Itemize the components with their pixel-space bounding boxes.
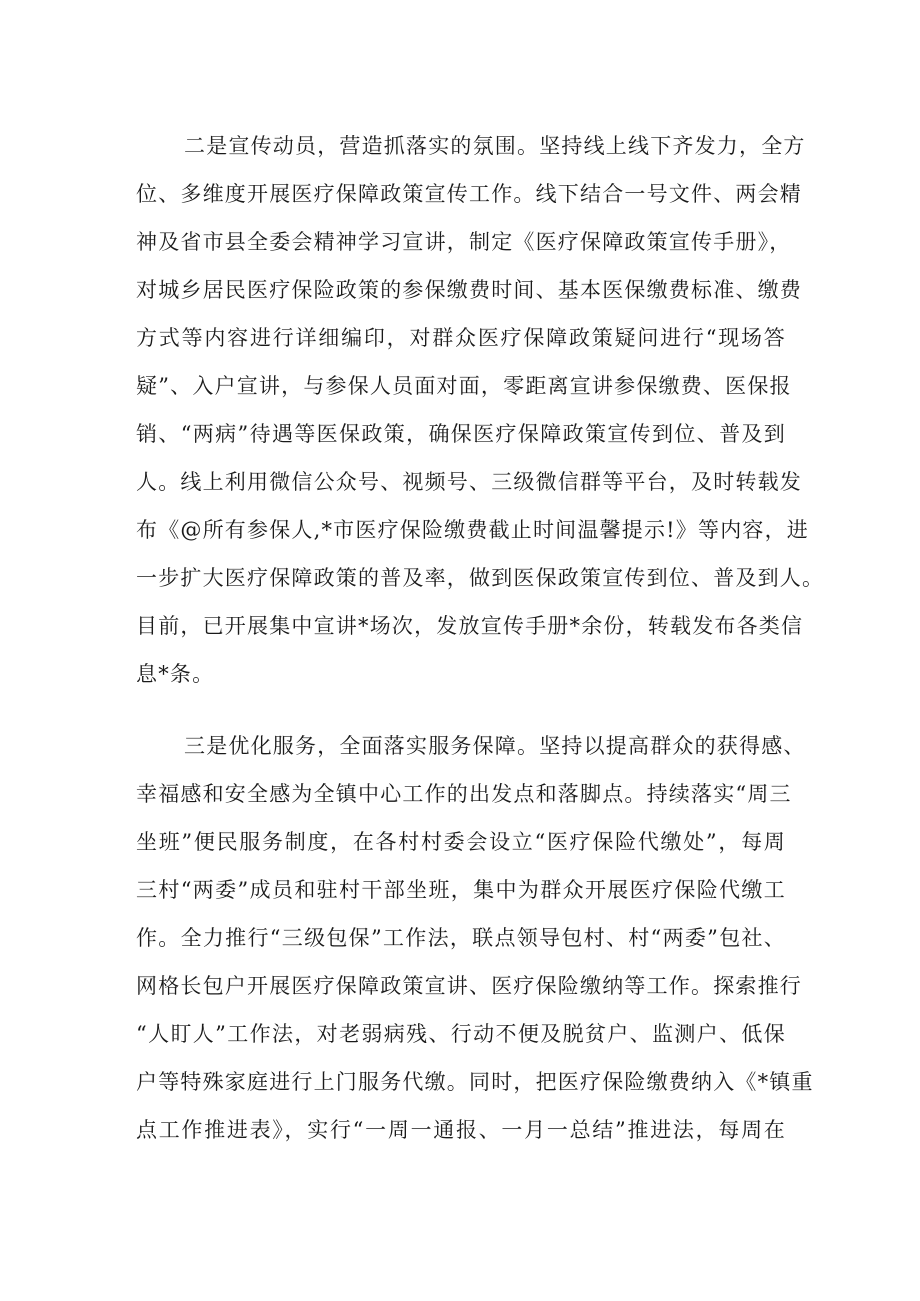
paragraph-line: 人。线上利用微信公众号、视频号、三级微信群等平台，及时转载发: [136, 470, 802, 494]
paragraph-line: 三村“两委”成员和驻村干部坐班，集中为群众开展医疗保险代缴工: [136, 878, 786, 902]
paragraph-line: 目前，已开展集中宣讲*场次，发放宣传手册*余份，转载发布各类信: [136, 614, 804, 638]
paragraph-line: 幸福感和安全感为全镇中心工作的出发点和落脚点。持续落实“周三: [136, 782, 792, 806]
paragraph-line: 一步扩大医疗保障政策的普及率，做到医保政策宣传到位、普及到人。: [136, 566, 825, 590]
paragraph-line: 点工作推进表》，实行“一周一通报、一月一总结”推进法，每周在: [136, 1118, 786, 1142]
paragraph-line: 对城乡居民医疗保险政策的参保缴费时间、基本医保缴费标准、缴费: [136, 278, 802, 302]
paragraph-line: 息*条。: [136, 662, 215, 686]
paragraph-line: 布《@所有参保人,*市医疗保险缴费截止时间温馨提示!》等内容，进: [136, 518, 810, 542]
paragraph-service: [136, 722, 814, 1154]
paragraph-line: 三是优化服务，全面落实服务保障。坚持以提高群众的获得感、: [184, 734, 806, 758]
paragraph-line: 疑”、入户宣讲，与参保人员面对面，零距离宣讲参保缴费、医保报: [136, 374, 792, 398]
paragraph-line: 坐班”便民服务制度，在各村村委会设立“医疗保险代缴处”，每周: [136, 830, 786, 854]
paragraph-publicity: [136, 122, 825, 698]
paragraph-line: “人盯人”工作法，对老弱病残、行动不便及脱贫户、监测户、低保: [136, 1022, 786, 1046]
paragraph-line: 网格长包户开展医疗保障政策宣讲、医疗保险缴纳等工作。探索推行: [136, 974, 802, 998]
paragraph-line: 户等特殊家庭进行上门服务代缴。同时，把医疗保险缴费纳入《*镇重: [136, 1070, 814, 1094]
paragraph-line: 方式等内容进行详细编印，对群众医疗保障政策疑问进行“现场答: [136, 326, 786, 350]
paragraph-line: 神及省市县全委会精神学习宣讲，制定《医疗保障政策宣传手册》，: [136, 230, 792, 254]
paragraph-line: 二是宣传动员，营造抓落实的氛围。坚持线上线下齐发力，全方: [184, 134, 806, 158]
paragraph-line: 销、“两病”待遇等医保政策，确保医疗保障政策宣传到位、普及到: [136, 422, 786, 446]
paragraph-line: 位、多维度开展医疗保障政策宣传工作。线下结合一号文件、两会精: [136, 182, 802, 206]
paragraph-line: 作。全力推行“三级包保”工作法，联点领导包村、村“两委”包社、: [136, 926, 786, 950]
